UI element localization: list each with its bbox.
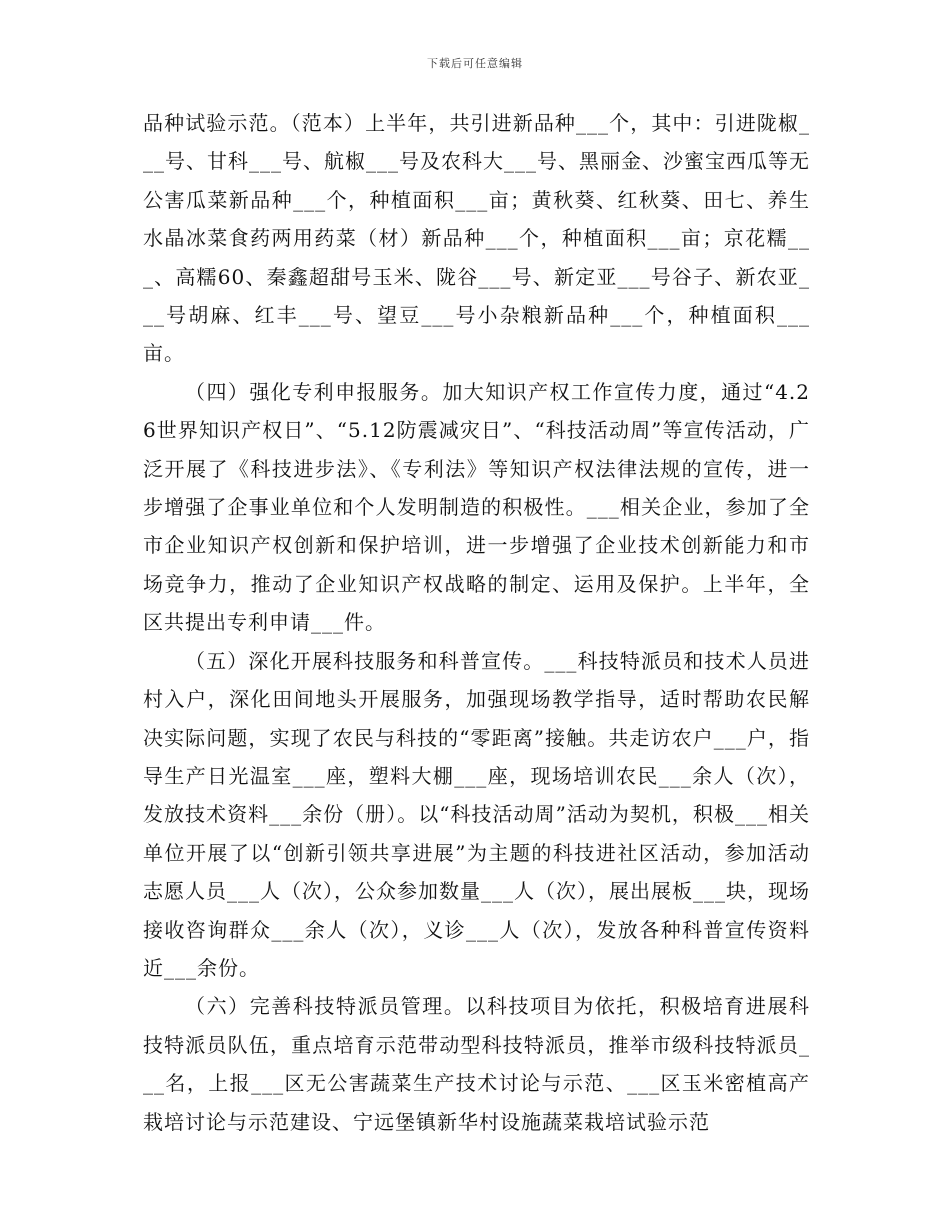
paragraph-patent-services: （四）强化专利申报服务。加大知识产权工作宣传力度，通过“4.26世界知识产权日”、“5.12防震减灾日”、“科技活动周”等宣传活动，广泛开展了《科技进步法》、《专利法》等知识产权法律法规的宣传，进一步增强了企事业单位和个人发明制造的积极性。___相关企业，参加了全市企业知识产权创新和保护培训，进一步增强了企业技术创新能力和市场竞争力，推动了企业知识产权战略的制定、运用及保护。上半年，全区共提出专利申请___件。 <box>143 379 810 635</box>
paragraph-tech-commissioners: （六）完善科技特派员管理。以科技项目为依托，积极培育进展科技特派员队伍，重点培育示范带动型科技特派员，推举市级科技特派员___名，上报___区无公害蔬菜生产技术讨论与示范、___区玉米密植高产栽培讨论与示范建设、宁远堡镇新华村设施蔬菜栽培试验示范 <box>143 994 810 1134</box>
document-body <box>143 104 810 1141</box>
paragraph-variety-trials: 品种试验示范。（范本）上半年，共引进新品种___个，其中：引进陇椒___号、甘科___号、航椒___号及农科大___号、黑丽金、沙蜜宝西瓜等无公害瓜菜新品种___个，种植面积___亩；黄秋葵、红秋葵、田七、养生水晶冰菜食药两用药菜（材）新品种___个，种植面积___亩；京花糯___、高糯60、秦鑫超甜号玉米、陇谷___号、新定亚___号谷子、新农亚___号胡麻、红丰___号、望豆___号小杂粮新品种___个，种植面积___亩。 <box>143 111 810 366</box>
page-header: 下载后可任意编辑 <box>427 57 523 70</box>
paragraph-science-outreach: （五）深化开展科技服务和科普宣传。___科技特派员和技术人员进村入户，深化田间地头开展服务，加强现场教学指导，适时帮助农民解决实际问题，实现了农民与科技的“零距离”接触。共走访农户___户，指导生产日光温室___座，塑料大棚___座，现场培训农民___余人（次），发放技术资料___余份（册）。以“科技活动周”活动为契机，积极___相关单位开展了以“创新引领共享进展”为主题的科技进社区活动，参加活动志愿人员___人（次），公众参加数量___人（次），展出展板___块，现场接收咨询群众___余人（次），义诊___人（次），发放各种科普宣传资料近___余份。 <box>143 648 810 980</box>
